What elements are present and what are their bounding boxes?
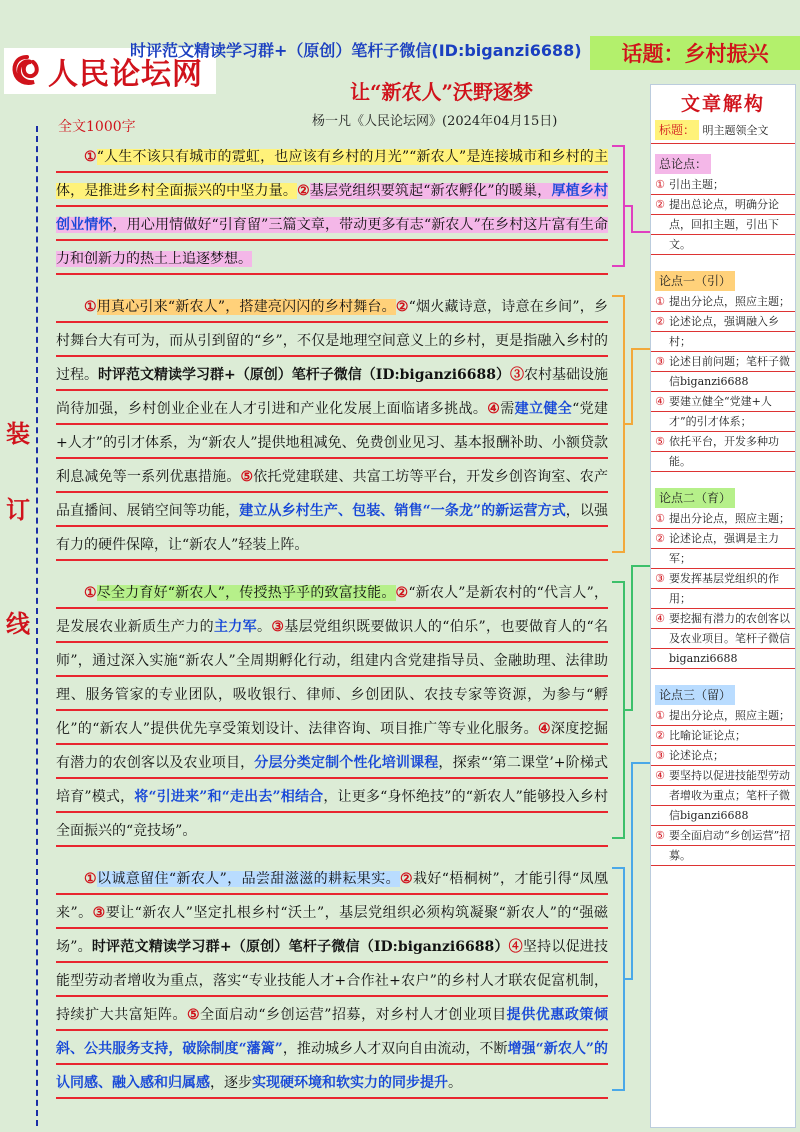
paragraph-bracket — [612, 763, 650, 1090]
sidebar-title-text: 明主题领全文 — [702, 124, 769, 137]
key-phrase: 建立从乡村生产、包装、销售“一条龙”的新运营方式 — [239, 503, 566, 519]
text-segment: “人生不该只有城市的霓虹，也应该有乡村的月光”“新农人”是连接城市和乡村的主体，是推进乡村全面振兴的中坚力量。 — [56, 149, 608, 199]
paragraph-brackets — [612, 0, 652, 1132]
sidebar-item-number: ② — [655, 315, 665, 328]
sidebar-item-text: 提出分论点，照应主题； — [669, 709, 790, 722]
circled-number: ① — [84, 299, 97, 315]
promo-text: 时评范文精读学习群+（原创）笔杆子微信（ID:biganzi6688） — [98, 367, 511, 383]
sidebar-item-number: ① — [655, 178, 665, 191]
sidebar-item-number: ② — [655, 729, 665, 742]
circled-number: ② — [400, 871, 413, 887]
sidebar-item-text: 要全面启动“乡创运营”招募。 — [669, 829, 791, 862]
text-segment: ，探索“‘第二课堂’+阶梯式培育”模式， — [56, 755, 609, 805]
sidebar-item-number: ⑤ — [655, 435, 665, 448]
sidebar-item-text: 论述目前问题；笔杆子微信biganzi6688 — [669, 355, 790, 388]
header-promo: 时评范文精读学习群+（原创）笔杆子微信(ID:biganzi6688) — [130, 41, 582, 60]
circled-number: ④ — [538, 721, 551, 737]
article-paragraph — [56, 140, 608, 276]
text-segment: 深度挖掘有潜力的农创客以及农业项目， — [56, 721, 608, 771]
sidebar-section — [651, 271, 795, 472]
sidebar-item-text: 论述论点，强调融入乡村； — [669, 315, 779, 348]
text-segment: “党建+人才”的引才体系，为“新农人”提供地租减免、免费创业见习、基本报酬补助、小额贷款利息减免等一系列优惠措施。 — [56, 401, 609, 485]
sidebar-sections — [651, 154, 795, 866]
logo-swirl-icon — [10, 54, 44, 88]
sidebar-item-number: ① — [655, 709, 665, 722]
sidebar-item — [651, 569, 795, 609]
sidebar-item-text: 要建立健全“党建+人才”的引才体系； — [669, 395, 772, 428]
text-segment: ，逐步 — [210, 1075, 252, 1091]
sidebar-item-text: 引出主题； — [669, 178, 724, 191]
sidebar-item — [651, 746, 795, 766]
sidebar-item — [651, 432, 795, 472]
circled-number: ③ — [271, 619, 285, 635]
sidebar-item-number: ④ — [655, 395, 665, 408]
text-segment: “烟火藏诗意，诗意在乡间”，乡村舞台大有可为，而从引到留的“乡”，不仅是地理空间意义上的乡村，更是指融入乡村的过程。 — [56, 299, 608, 383]
text-segment: 。 — [448, 1075, 462, 1091]
sidebar-section — [651, 685, 795, 866]
text-segment: 。 — [257, 619, 272, 635]
binding-margin — [0, 126, 38, 1126]
sidebar-item-text: 要发挥基层党组织的作用； — [669, 572, 779, 605]
circled-number: ③ — [92, 905, 106, 921]
sidebar-item-text: 论述论点，强调是主力军； — [669, 532, 779, 565]
text-segment: 全面启动“乡创运营”招募，对乡村人才创业项目 — [200, 1007, 507, 1023]
text-segment: 需 — [500, 401, 515, 417]
sidebar-title-tag: 标题： — [655, 120, 699, 140]
paragraph-bracket — [612, 296, 650, 552]
text-segment: 基层党组织要筑起“新农孵化”的暖巢， — [309, 183, 552, 199]
sidebar-item-text: 提出分论点，照应主题； — [669, 512, 790, 525]
sidebar-section-label: 总论点： — [655, 154, 711, 174]
sidebar-item-number: ② — [655, 198, 665, 211]
binding-char: 订 — [6, 495, 30, 524]
article-byline: 杨一凡《人民论坛网》(2024年04月15日) — [312, 114, 558, 129]
topic-badge: 话题：乡村振兴 — [590, 36, 800, 70]
text-segment: 基层党组织既要做识人的“伯乐”，也要做育人的“名师”，通过深入实施“新农人”全周期孵化行动，组建内含党建指导员、金融助理、法律助理、服务管家的专业团队，吸收银行、律师、乡创团队、农技专家等资源，为参与“孵化”的“新农人”提供优先享受策划设计、法律咨询、项目推广等专业化服务。 — [56, 619, 608, 737]
sidebar-item-text: 比喻论证论点； — [669, 729, 746, 742]
key-phrase: 将“引进来”和“走出去”相结合 — [134, 789, 324, 805]
sidebar-item — [651, 175, 795, 195]
paragraph-bracket — [612, 146, 650, 266]
sidebar-item-text: 论述论点； — [669, 749, 724, 762]
circled-number: ② — [395, 585, 409, 601]
binding-char: 线 — [6, 609, 30, 638]
key-phrase: 厚植乡村创业情怀 — [56, 183, 609, 233]
text-segment: 依托党建联建、共富工坊等平台，开发乡创咨询室、农产品直播间、展销空间等功能， — [56, 469, 608, 519]
sidebar-item — [651, 509, 795, 529]
text-segment: 坚持以促进技能型劳动者增收为重点，落实“专业技能人才+合作社+农户”的乡村人才联农促富机制，持续扩大共富矩阵。 — [56, 939, 609, 1023]
key-phrase: 实现硬环境和软实力的同步提升 — [252, 1075, 448, 1091]
sidebar-item-text: 提出总论点，明确分论点，回扣主题，引出下文。 — [669, 198, 779, 251]
article-body — [56, 140, 608, 1114]
text-segment: ，让更多“身怀绝技”的“新农人”能够投入乡村全面振兴的“竞技场”。 — [56, 789, 608, 839]
promo-text: 时评范文精读学习群+（原创）笔杆子微信（ID:biganzi6688） — [91, 939, 509, 955]
sidebar-section-label: 论点一（引） — [655, 271, 735, 291]
sidebar-section-label: 论点三（留） — [655, 685, 735, 705]
text-segment: 栽好“梧桐树”，才能引得“凤凰来”。 — [56, 871, 608, 921]
sidebar-item-number: ③ — [655, 355, 665, 368]
sidebar-item — [651, 292, 795, 312]
sidebar-item-number: ② — [655, 532, 665, 545]
circled-number: ② — [297, 183, 310, 199]
key-phrase: 增强“新农人”的认同感、融入感和归属感 — [56, 1041, 609, 1091]
sidebar-item — [651, 766, 795, 826]
sidebar-item — [651, 826, 795, 866]
article-paragraph — [56, 290, 608, 562]
sidebar-item-number: ① — [655, 512, 665, 525]
sidebar-item-text: 依托平台，开发多种功能。 — [669, 435, 779, 468]
sidebar-item-number: ④ — [655, 612, 665, 625]
circled-number: ③ — [510, 367, 525, 383]
sidebar-title-row — [651, 116, 795, 144]
sidebar-item-number: ④ — [655, 769, 665, 782]
sidebar-section — [651, 154, 795, 255]
key-phrase: 主力军 — [213, 619, 258, 635]
key-phrase: 分层分类定制个性化培训课程 — [254, 755, 439, 771]
text-segment: 要让“新农人”坚定扎根乡村“沃土”，基层党组织必须构筑凝聚“新农人”的“强磁场”。 — [56, 905, 608, 955]
text-segment: 尽全力育好“新农人”，传授热乎乎的致富技能。 — [96, 585, 396, 601]
circled-number: ④ — [487, 401, 501, 417]
sidebar-item-text: 提出分论点，照应主题； — [669, 295, 790, 308]
sidebar-item-number: ③ — [655, 749, 665, 762]
logo-text: 人民论坛网 — [48, 57, 203, 92]
text-segment: ，以强有力的硬件保障，让“新农人”轻装上阵。 — [56, 503, 608, 553]
text-segment: ，推动城乡人才双向自由流动，不断 — [282, 1041, 508, 1057]
word-count: 全文1000字 — [58, 119, 136, 135]
sidebar-section — [651, 488, 795, 669]
circled-number: ② — [395, 299, 409, 315]
structure-sidebar — [650, 84, 796, 1128]
sidebar-item — [651, 352, 795, 392]
sidebar-item-text: 要挖掘有潜力的农创客以及农业项目。笔杆子微信biganzi6688 — [669, 612, 790, 665]
sidebar-item — [651, 706, 795, 726]
text-segment: 以诚意留住“新农人”，品尝甜滋滋的耕耘果实。 — [96, 871, 400, 887]
text-segment: 农村基础设施尚待加强，乡村创业企业在人才引进和产业化发展上面临诸多挑战。 — [56, 367, 609, 417]
sidebar-item — [651, 312, 795, 352]
circled-number: ⑤ — [187, 1007, 201, 1023]
binding-char: 装 — [6, 419, 30, 448]
text-segment: “新农人”是新农村的“代言人”，是发展农业新质生产力的 — [56, 585, 608, 635]
sidebar-item-text: 要坚持以促进技能型劳动者增收为重点；笔杆子微信biganzi6688 — [669, 769, 790, 822]
key-phrase: 提供优惠政策倾斜、公共服务支持，破除制度“藩篱” — [56, 1007, 608, 1057]
article-title: 让“新农人”沃野逐梦 — [350, 80, 534, 104]
sidebar-title: 文章解构 — [680, 93, 765, 115]
sidebar-item — [651, 195, 795, 255]
sidebar-item — [651, 726, 795, 746]
text-segment: 用真心引来“新农人”，搭建亮闪闪的乡村舞台。 — [96, 299, 396, 315]
key-phrase: 建立健全 — [514, 401, 573, 417]
article-paragraph — [56, 862, 608, 1100]
sidebar-section-label: 论点二（育） — [655, 488, 735, 508]
sidebar-item-number: ③ — [655, 572, 665, 585]
sidebar-item — [651, 529, 795, 569]
sidebar-item-number: ① — [655, 295, 665, 308]
sidebar-item-number: ⑤ — [655, 829, 665, 842]
text-segment: ，用心用情做好“引育留”三篇文章，带动更多有志“新农人”在乡村这片富有生命力和创新力的热土上追逐梦想。 — [56, 217, 608, 267]
sidebar-item — [651, 609, 795, 669]
article-paragraph — [56, 576, 608, 848]
sidebar-item — [651, 392, 795, 432]
circled-number: ④ — [508, 939, 523, 955]
circled-number: ① — [84, 871, 97, 887]
circled-number: ① — [84, 585, 97, 601]
circled-number: ① — [84, 149, 97, 165]
circled-number: ⑤ — [240, 469, 254, 485]
